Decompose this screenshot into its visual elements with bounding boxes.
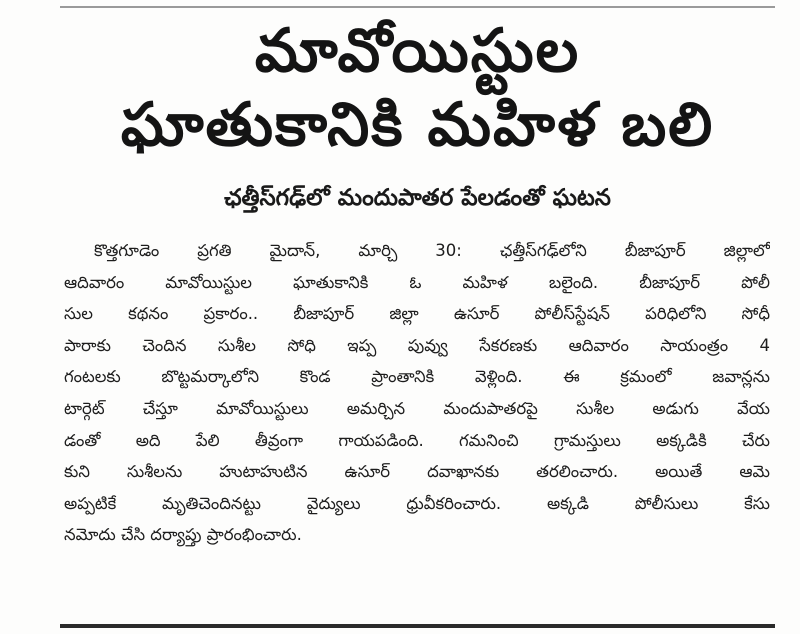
body-line: కుని సుశీలను హుటాహుటిన ఉసూర్ దవాఖానకు తరలించారు. అయితే ఆమె	[64, 462, 770, 482]
body-line: డంతో అది పేలి తీవ్రంగా గాయపడింది. గమనించి గ్రామస్తులు అక్కడికి చేరు	[64, 430, 770, 450]
headline-line-2: ఘాతుకానికి మహిళ బలి	[120, 90, 715, 160]
top-divider	[60, 6, 775, 8]
body-line: ఆదివారం మావోయిస్టుల ఘాతుకానికి ఓ మహిళ బలైంది. బీజాపూర్ పోలీ	[64, 272, 770, 292]
headline-line-1: మావోయిస్టుల	[254, 16, 581, 86]
body-line: నమోదు చేసి దర్యాప్తు ప్రారంభించారు.	[64, 525, 302, 545]
body-line: గంటలకు బొట్టమర్కాలోని కొండ ప్రాంతానికి వెళ్లింది. ఈ క్రమంలో జవాన్లను	[64, 367, 770, 387]
body-line: సుల కథనం ప్రకారం.. బీజాపూర్ జిల్లా ఉసూర్ పోలీస్‌స్టేషన్ పరిధిలోని సోధీ	[64, 304, 770, 324]
headline	[60, 14, 775, 162]
bottom-divider	[60, 624, 775, 628]
subheadline: ఛత్తీస్‌గఢ్‌లో మందుపాతర పేలడంతో ఘటన	[224, 185, 611, 211]
body-line: పారాకు చెందిన సుశీల సోధి ఇప్ప పువ్వు సేకరణకు ఆదివారం సాయంత్రం 4	[64, 335, 770, 355]
article-body	[64, 235, 770, 551]
body-line: టార్గెట్ చేస్తూ మావోయిస్టులు అమర్చిన మందుపాతరపై సుశీల అడుగు వేయ	[64, 398, 770, 418]
body-line: కొత్తగూడెం ప్రగతి మైదాన్, మార్చి 30: ఛత్తీస్‌గఢ్‌లోని బీజాపూర్ జిల్లాలో	[94, 241, 770, 260]
body-line: అప్పటికే మృతిచెందినట్టు వైద్యులు ధ్రువీకరించారు. అక్కడి పోలీసులు కేసు	[64, 493, 770, 513]
